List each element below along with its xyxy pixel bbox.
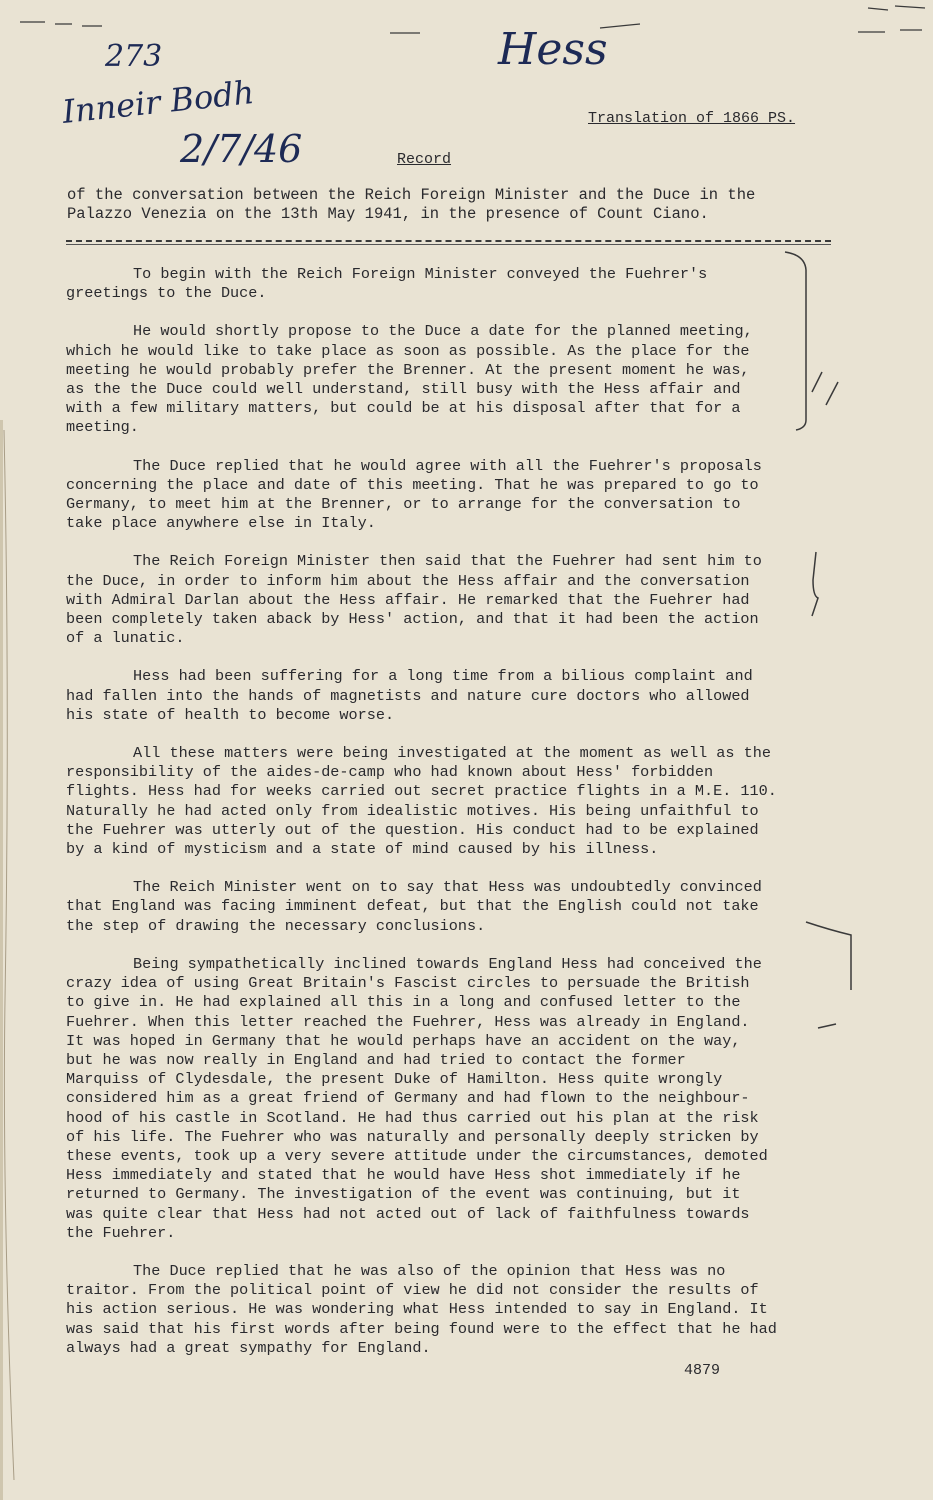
paragraph-line: Naturally he had acted only from idealistic motives. His being unfaithful to: [66, 801, 759, 820]
paragraph-line: considered him as a great friend of Germany and had flown to the neighbour-: [66, 1089, 750, 1108]
paragraph-line: hood of his castle in Scotland. He had thus carried out his plan at the risk: [66, 1108, 759, 1127]
margin-bracket: [806, 922, 851, 990]
paragraph-line: meeting.: [66, 418, 139, 437]
paragraph-line: The Reich Minister went on to say that Hess was undoubtedly convinced: [133, 878, 762, 897]
paragraph-line: traitor. From the political point of view he did not consider the results of: [66, 1281, 759, 1300]
paragraph-line: The Reich Foreign Minister then said that the Fuehrer had sent him to: [133, 552, 762, 571]
margin-dash: [868, 6, 925, 10]
paragraph-line: was said that his first words after being found were to the effect that he had: [66, 1319, 777, 1338]
page-left-fold: [4, 430, 14, 1480]
paragraph-line: to give in. He had explained all this in a long and confused letter to the: [66, 993, 741, 1012]
paragraph-line: but he was now really in England and had tried to contact the former: [66, 1050, 686, 1069]
paragraph-line: by a kind of mysticism and a state of mind caused by his illness.: [66, 840, 659, 859]
paragraph-line: To begin with the Reich Foreign Minister conveyed the Fuehrer's: [133, 265, 708, 283]
paragraph-line: the Duce, in order to inform him about the Hess affair and the conversation: [66, 571, 750, 590]
paragraph-line: Fuehrer. When this letter reached the Fuehrer, Hess was already in England.: [66, 1012, 750, 1031]
paragraph-line: greetings to the Duce.: [66, 284, 267, 303]
paragraph-line: these events, took up a very severe attitude under the circumstances, demoted: [66, 1146, 768, 1165]
margin-dash: [818, 1024, 836, 1028]
paragraph-line: crazy idea of using Great Britain's Fascist circles to persuade the British: [66, 974, 750, 993]
paragraph-line: responsibility of the aides-de-camp who had known about Hess' forbidden: [66, 763, 714, 782]
paragraph-line: of his life. The Fuehrer who was naturally and personally deeply stricken by: [66, 1127, 759, 1146]
handwritten-signature: Inneir Bodh: [60, 73, 256, 131]
margin-dash: [858, 30, 922, 32]
paragraph-line: All these matters were being investigated at the moment as well as the: [133, 744, 771, 763]
paragraph-line: which he would like to take place as soon as possible. As the place for the: [66, 341, 750, 360]
paragraph-line: the Fuehrer.: [66, 1223, 176, 1242]
subtitle-line: of the conversation between the Reich Foreign Minister and the Duce in the: [67, 186, 756, 204]
paragraph-line: Hess immediately and stated that he would have Hess shot immediately if he: [66, 1166, 741, 1185]
paragraph-line: He would shortly propose to the Duce a date for the planned meeting,: [133, 322, 753, 341]
paragraph-line: his state of health to become worse.: [66, 705, 395, 724]
paragraph-line: Marquiss of Clydesdale, the present Duke of Hamilton. Hess quite wrongly: [66, 1070, 723, 1089]
paragraph-line: returned to Germany. The investigation of the event was continuing, but it: [66, 1185, 741, 1204]
paragraph-line: Germany, to meet him at the Brenner, or to arrange for the conversation to: [66, 495, 741, 514]
paragraph-line: concerning the place and date of this meeting. That he was prepared to go to: [66, 475, 759, 494]
handwritten-subject: Hess: [498, 24, 608, 75]
paragraph-line: had fallen into the hands of magnetists and nature cure doctors who allowed: [66, 686, 750, 705]
handwritten-date: 2/7/46: [180, 127, 303, 171]
paragraph-line: Hess had been suffering for a long time from a bilious complaint and: [133, 667, 753, 686]
paragraph-line: as the the Duce could well understand, still busy with the Hess affair and: [66, 380, 741, 399]
page-number: 4879: [684, 1362, 721, 1379]
margin-bracket: [812, 552, 818, 616]
paragraph-line: his action serious. He was wondering what Hess intended to say in England. It: [66, 1300, 768, 1319]
paragraph-line: was quite clear that Hess had not acted out of lack of faithfulness towards: [66, 1204, 750, 1223]
record-title: Record: [397, 151, 452, 168]
paragraph-line: meeting he would probably prefer the Brenner. At the present moment he was,: [66, 360, 750, 379]
paragraph-line: Being sympathetically inclined towards England Hess had conceived the: [133, 954, 762, 973]
paragraph-line: The Duce replied that he was also of the opinion that Hess was no: [133, 1261, 726, 1280]
margin-dash: [20, 22, 102, 26]
paragraph-line: with a few military matters, but could be at his disposal after that for a: [66, 399, 741, 418]
paragraph-line: It was hoped in Germany that he would perhaps have an accident on the way,: [66, 1031, 741, 1050]
paragraph-line: that England was facing imminent defeat, but that the English could not take: [66, 897, 759, 916]
paragraph-line: The Duce replied that he would agree with all the Fuehrer's proposals: [133, 456, 762, 475]
margin-bracket: [785, 252, 806, 430]
margin-tick-mark: [826, 382, 838, 405]
subtitle-line: Palazzo Venezia on the 13th May 1941, in the presence of Count Ciano.: [67, 205, 709, 223]
paragraph-line: take place anywhere else in Italy.: [66, 514, 376, 533]
margin-tick-mark: [812, 372, 822, 392]
paragraph-line: with Admiral Darlan about the Hess affair. He remarked that the Fuehrer had: [66, 590, 750, 609]
paragraph-line: the step of drawing the necessary conclusions.: [66, 916, 486, 935]
paragraph-line: the Fuehrer was utterly out of the question. His conduct had to be explained: [66, 820, 759, 839]
handwritten-number: 273: [105, 39, 163, 74]
paragraph-line: been completely taken aback by Hess' action, and that it had been the action: [66, 610, 759, 629]
paragraph-line: always had a great sympathy for England.: [66, 1338, 431, 1357]
paragraph-line: flights. Hess had for weeks carried out secret practice flights in a M.E. 110.: [66, 782, 777, 801]
margin-dash: [390, 24, 640, 33]
paragraph-line: of a lunatic.: [66, 629, 185, 648]
translation-note: Translation of 1866 PS.: [588, 110, 796, 127]
